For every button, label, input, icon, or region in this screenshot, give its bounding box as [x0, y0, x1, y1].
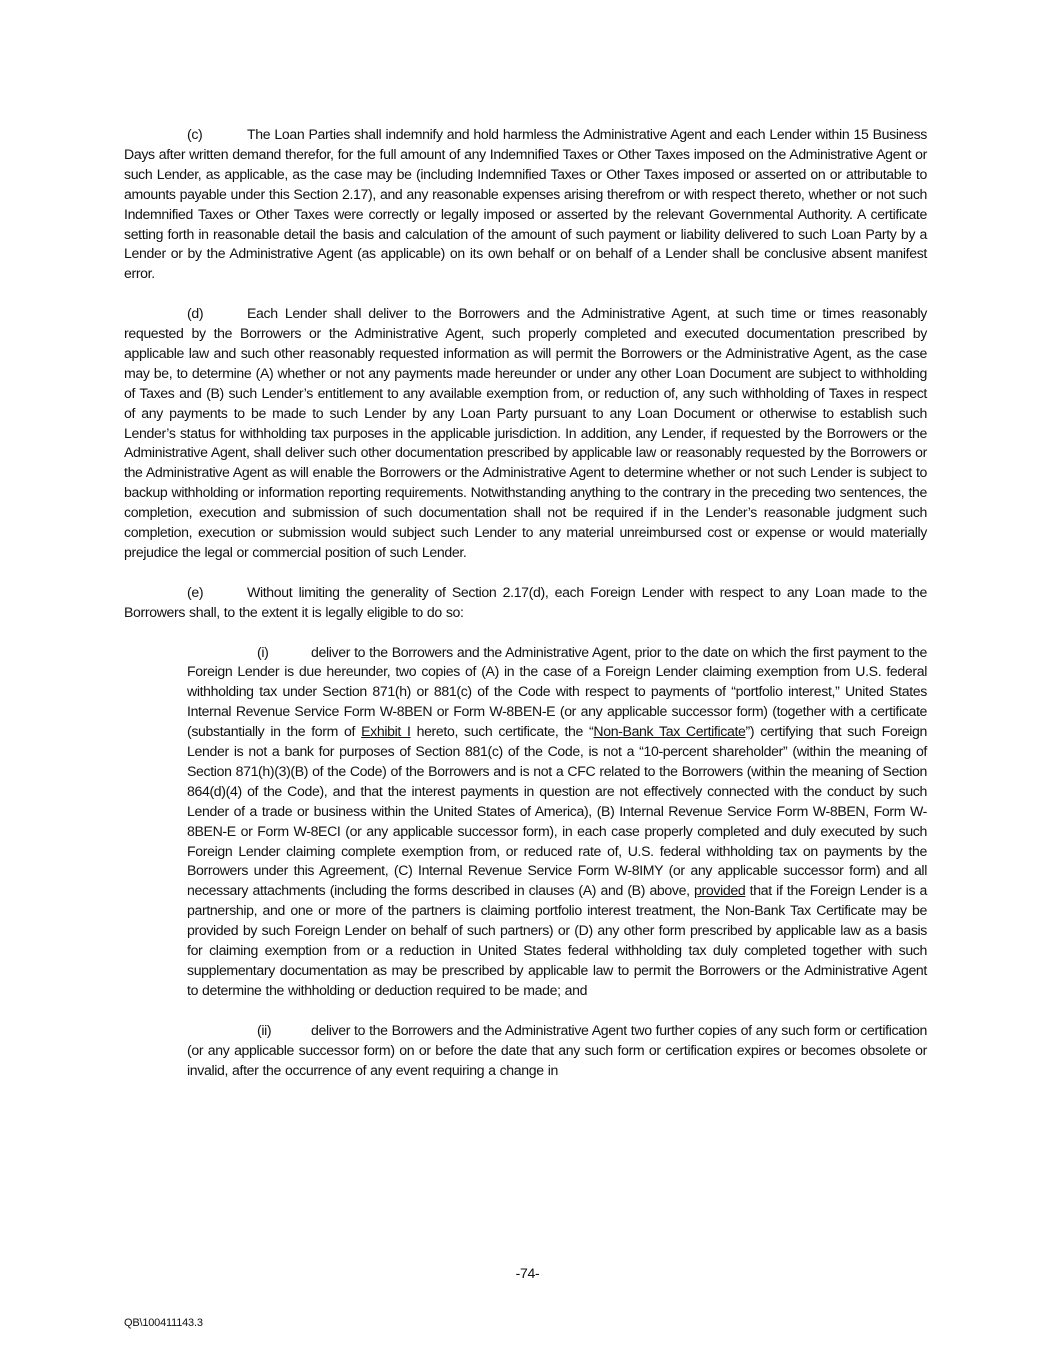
paragraph-d-label: (d)	[187, 305, 204, 322]
paragraph-e	[124, 583, 927, 623]
paragraph-c	[124, 125, 927, 284]
paragraph-d	[124, 304, 927, 563]
subparagraph-i	[187, 643, 927, 1001]
document-body	[124, 125, 927, 1100]
exhibit-i-link[interactable]: Exhibit I	[361, 723, 411, 740]
non-bank-tax-certificate-term: Non-Bank Tax Certificate	[593, 723, 746, 740]
paragraph-c-text: The Loan Parties shall indemnify and hold harmless the Administrative Agent and each Lender within 15 Business Days after written demand therefor, for the full amount of any Indemnified Taxes or Other Taxes imposed on the Administrative Agent or such Lender, as applicable, as the case may be (including Indemnified Taxes or Other Taxes imposed or asserted on or attributable to amounts payable under this Section 2.17), and any reasonable expenses arising therefrom or with respect thereto, whether or not such Indemnified Taxes or Other Taxes were correctly or legally imposed or asserted by the relevant Governmental Authority. A certificate setting forth in reasonable detail the basis and calculation of the amount of such payment or liability delivered to such Loan Party by a Lender or by the Administrative Agent (as applicable) on its own behalf or on behalf of a Lender shall be conclusive absent manifest error.	[124, 126, 927, 282]
subparagraph-ii	[187, 1021, 927, 1081]
paragraph-c-label: (c)	[187, 126, 203, 142]
subparagraph-ii-text: deliver to the Borrowers and the Administrative Agent two further copies of any such form or certification (or any applicable successor form) on or before the date that any such form or certification expires or becomes obsolete or invalid, after the occurrence of any event requiring a change in	[187, 1021, 927, 1078]
subparagraph-ii-label: (ii)	[257, 1021, 272, 1038]
page-number: -74-	[515, 1265, 540, 1281]
subparagraph-i-label: (i)	[257, 643, 269, 660]
provided-term: provided	[694, 882, 746, 899]
subparagraph-i-text-a: deliver to the Borrowers and the Administrative Agent, prior to the date on which the first payment to the Foreign Lender is due hereunder, two copies of (A) in the case of a Foreign Lender claiming exemption from U.S. federal withholding tax under Section 871(h) or 881(c) of the Code with respect to payments of “portfolio interest,” United States Internal Revenue Service Form W-8BEN or Form W-8BEN-E (or any applicable successor form) (together with a certificate (substantially in the form of	[187, 643, 927, 740]
paragraph-e-label: (e)	[187, 583, 204, 600]
document-id: QB\100411143.3	[124, 1317, 203, 1329]
subparagraph-i-text-b: hereto, such certificate, the “	[410, 723, 594, 740]
subparagraph-i-text-d: that if the Foreign Lender is a partnership, and one or more of the partners is claiming portfolio interest treatment, the Non-Bank Tax Certificate may be provided by such Foreign Lender on behalf of such partners) or (D) any other form prescribed by applicable law as a basis for claiming exemption from or a reduction in United States federal withholding tax duly completed together with such supplementary documentation as may be prescribed by applicable law to permit the Borrowers or the Administrative Agent to determine the withholding or deduction required to be made; and	[187, 882, 927, 998]
subparagraph-i-text-c: ”) certifying that such Foreign Lender is not a bank for purposes of Section 881(c) of the Code, is not a “10-percent shareholder” (within the meaning of Section 871(h)(3)(B) of the Code) of the Borrowers and is not a CFC related to the Borrowers (within the meaning of Section 864(d)(4) of the Code), and that the interest payments in question are not effectively connected with the conduct by such Lender of a trade or business within the United States of America), (B) Internal Revenue Service Form W-8BEN, Form W-8BEN-E or Form W-8ECI (or any applicable successor form), in each case properly completed and duly executed by such Foreign Lender claiming complete exemption from, or reduced rate of, U.S. federal withholding tax on payments by the Borrowers under this Agreement, (C) Internal Revenue Service Form W-8IMY (or any applicable successor form) and all necessary attachments (including the forms described in clauses (A) and (B) above,	[187, 723, 927, 899]
paragraph-d-text: Each Lender shall deliver to the Borrowers and the Administrative Agent, at such time or times reasonably requested by the Borrowers or the Administrative Agent, such properly completed and executed documentation prescribed by applicable law and such other reasonably requested information as will permit the Borrowers or the Administrative Agent, as the case may be, to determine (A) whether or not any payments made hereunder or under any other Loan Document are subject to withholding of Taxes and (B) such Lender’s entitlement to any available exemption from, or reduction of, any such withholding of Taxes in respect of any payments to be made to such Lender by any Loan Party pursuant to any Loan Document or otherwise to establish such Lender’s status for withholding tax purposes in the applicable jurisdiction. In addition, any Lender, if requested by the Borrowers or the Administrative Agent, shall deliver such other documentation prescribed by applicable law or reasonably requested by the Borrowers or the Administrative Agent as will enable the Borrowers or the Administrative Agent to determine whether or not such Lender is subject to backup withholding or information reporting requirements. Notwithstanding anything to the contrary in the preceding two sentences, the completion, execution and submission of such documentation shall not be required if in the Lender’s reasonable judgment such completion, execution or submission would subject such Lender to any material unreimbursed cost or expense or would materially prejudice the legal or commercial position of such Lender.	[124, 305, 927, 561]
paragraph-e-text: Without limiting the generality of Section 2.17(d), each Foreign Lender with respect to any Loan made to the Borrowers shall, to the extent it is legally eligible to do so:	[124, 583, 927, 620]
